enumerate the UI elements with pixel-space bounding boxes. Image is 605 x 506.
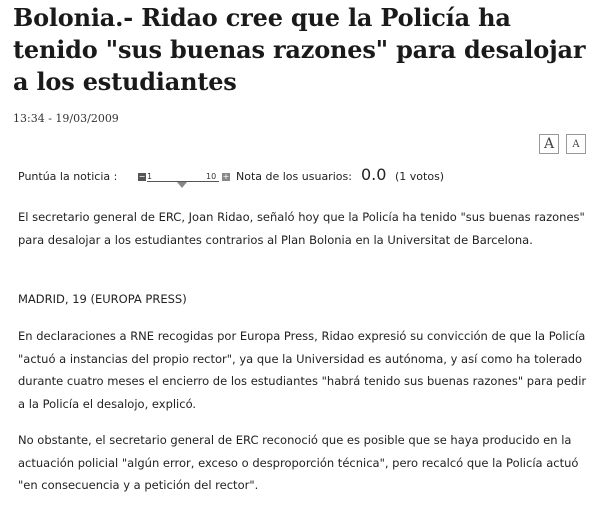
- rating-increase-icon[interactable]: +: [222, 172, 230, 181]
- rating-label: Puntúa la noticia :: [18, 170, 118, 183]
- article-dateline: MADRID, 19 (EUROPA PRESS): [18, 292, 187, 306]
- rating-decrease-icon[interactable]: −: [138, 172, 146, 181]
- article-headline: Bolonia.- Ridao cree que la Policía ha tenido "sus buenas razones" para desalojar a los estudiantes: [13, 3, 586, 96]
- decrease-font-button[interactable]: A: [566, 134, 586, 154]
- rating-bar: [18, 166, 578, 190]
- rating-slider-thumb-icon[interactable]: [177, 182, 187, 188]
- article-paragraph: En declaraciones a RNE recogidas por Europa Press, Ridao expresió su convicción de que la Policía "actuó a instancias del propio rector", ya que la Universidad es autónoma, y así como ha tolerado durante cuatro meses el encierro de los estudiantes "habrá tenido sus buenas razones" para pedir a la Policía el desalojo, explicó.: [18, 329, 587, 411]
- article-datetime: 13:34 - 19/03/2009: [13, 112, 119, 125]
- users-vote-count: (1 votos): [395, 170, 445, 183]
- rating-slider-min: 1: [147, 172, 153, 181]
- article-paragraph: No obstante, el secretario general de ERC reconoció que es posible que se haya producido en la actuación policial "algún error, exceso o desproporción técnica", pero recalcó que la Policía actuó "en consecuencia y a petición del rector".: [18, 433, 579, 492]
- rating-slider[interactable]: [138, 169, 250, 191]
- increase-font-button[interactable]: A: [539, 134, 559, 154]
- users-rating-label: Nota de los usuarios:: [236, 170, 352, 183]
- rating-slider-max: 10: [206, 172, 217, 181]
- users-rating-score: 0.0: [361, 165, 387, 184]
- article-paragraph: El secretario general de ERC, Joan Ridao, señaló hoy que la Policía ha tenido "sus buenas razones" para desalojar a los estudiantes contrarios al Plan Bolonia en la Universitat de Barcelona.: [18, 210, 585, 247]
